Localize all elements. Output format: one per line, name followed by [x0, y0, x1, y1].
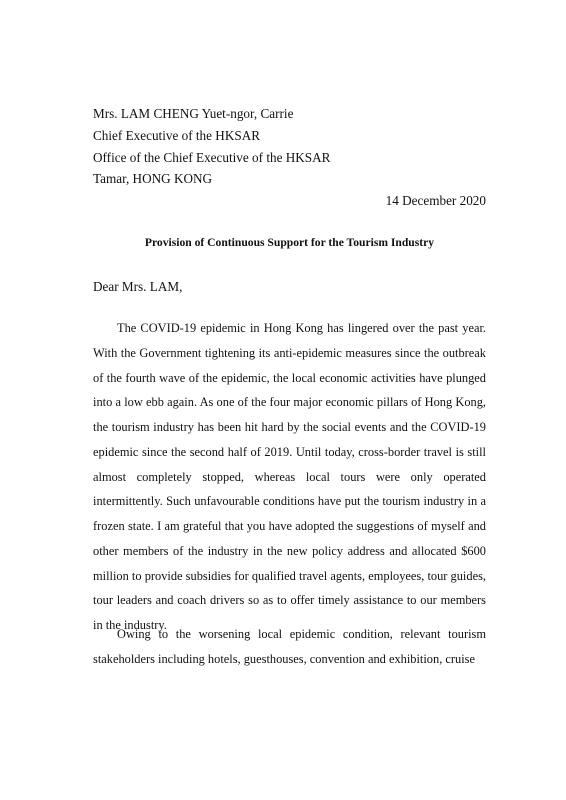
letter-subject: Provision of Continuous Support for the Tourism Industry: [144, 236, 435, 249]
recipient-title: Chief Executive of the HKSAR: [93, 127, 261, 143]
body-paragraph-2: Owing to the worsening local epidemic condition, relevant tourism stakeholders including hotels, guesthouses, convention and exhibition, cruise: [93, 627, 486, 666]
body-paragraph-1: The COVID-19 epidemic in Hong Kong has lingered over the past year. With the Government tightening its anti-epidemic measures since the outbreak of the fourth wave of the epidemic, the local economic activities have plunged into a low ebb again. As one of the four major economic pillars of Hong Kong, the tourism industry has been hit hard by the social events and the COVID-19 epidemic since the second half of 2019. Until today, cross-border travel is still almost completely stopped, whereas local tours were only operated intermittently. Such unfavourable conditions have put the tourism industry in a frozen state. I am grateful that you have adopted the suggestions of myself and other members of the industry in the new policy address and allocated $600 million to provide subsidies for qualified travel agents, employees, tour guides, tour leaders and coach drivers so as to offer timely assistance to our members in the industry.: [93, 321, 486, 632]
recipient-name: Mrs. LAM CHENG Yuet-ngor, Carrie: [93, 106, 294, 121]
letter-date: 14 December 2020: [385, 193, 486, 208]
salutation: Dear Mrs. LAM,: [93, 279, 183, 294]
recipient-address: [93, 103, 493, 190]
recipient-office: Office of the Chief Executive of the HKSAR: [93, 149, 331, 165]
recipient-location: Tamar, HONG KONG: [93, 171, 213, 187]
